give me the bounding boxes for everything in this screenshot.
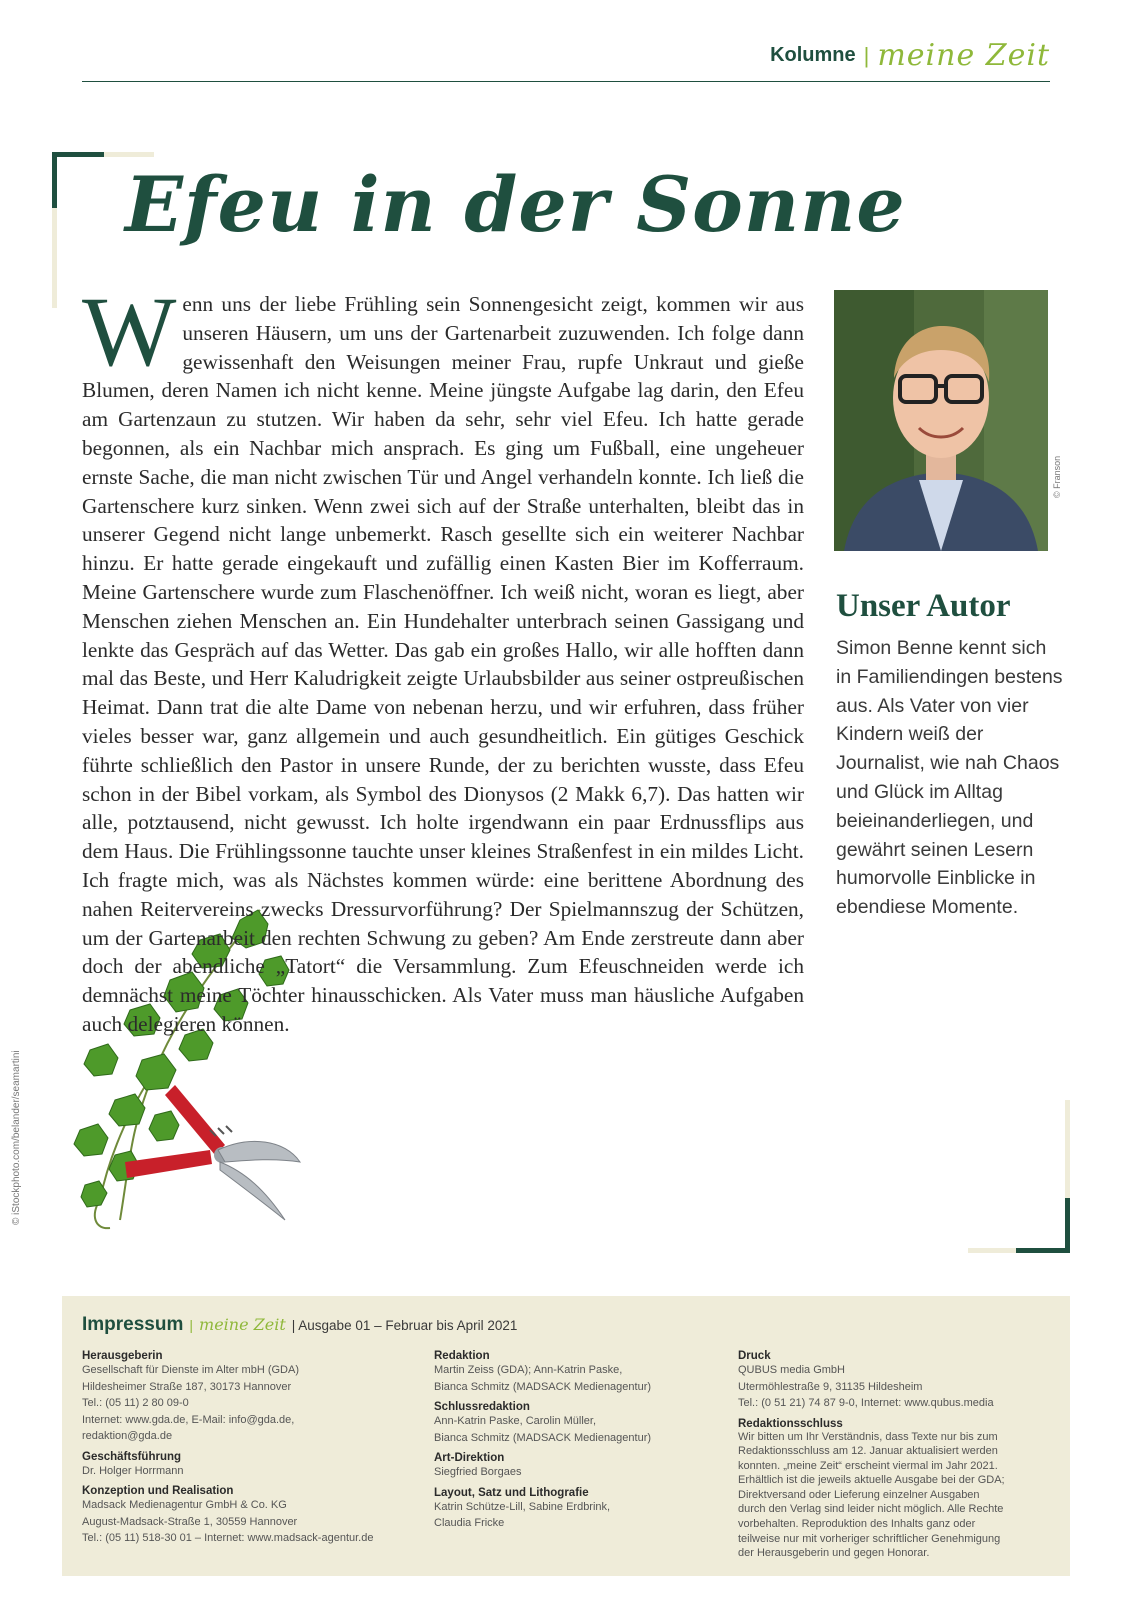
impressum-line: Erhältlich ist die jeweils aktuelle Ausgabe bei der GDA; bbox=[738, 1474, 1005, 1487]
impressum-heading: Geschäftsführung bbox=[82, 1450, 182, 1463]
impressum-line: konnten. „meine Zeit“ erscheint viermal im Jahr 2021. bbox=[738, 1459, 998, 1472]
impressum-line: durch den Verlag sind leider nicht möglich. Alle Rechte bbox=[738, 1503, 1004, 1516]
impressum-line: Claudia Fricke bbox=[434, 1517, 505, 1529]
impressum-column-2 bbox=[434, 1344, 724, 1532]
impressum-line: Ann-Katrin Paske, Carolin Müller, bbox=[434, 1415, 597, 1427]
impressum-column-3 bbox=[738, 1344, 1058, 1561]
impressum-line: Tel.: (0 51 21) 74 87 9-0, Internet: www.qubus.media bbox=[738, 1397, 994, 1409]
article-title: Efeu in der Sonne bbox=[125, 160, 906, 249]
frame-accent-bottom bbox=[968, 1248, 1016, 1253]
impressum-header bbox=[82, 1314, 1052, 1336]
impressum-line: Direktversand oder Lieferung einzelner Ausgaben bbox=[738, 1488, 980, 1501]
author-photo bbox=[834, 290, 1048, 551]
impressum-line: Dr. Holger Horrmann bbox=[82, 1464, 184, 1477]
frame-accent-right bbox=[1065, 1100, 1070, 1198]
impressum-heading: Schlussredaktion bbox=[434, 1401, 530, 1413]
frame-corner-bottom-right-vertical bbox=[1065, 1198, 1070, 1253]
impressum-line: redaktion@gda.de bbox=[82, 1430, 173, 1442]
frame-accent-left bbox=[52, 208, 57, 308]
magazine-logo: meine Zeit bbox=[877, 38, 1050, 73]
article-body bbox=[82, 276, 804, 1290]
impressum-line: Bianca Schmitz (MADSACK Medienagentur) bbox=[434, 1380, 652, 1393]
impressum-heading: Druck bbox=[738, 1350, 771, 1362]
drop-cap: W bbox=[82, 276, 177, 387]
impressum-line: Hildesheimer Straße 187, 30173 Hannover bbox=[82, 1380, 292, 1393]
impressum-line: Madsack Medienagentur GmbH & Co. KG bbox=[82, 1499, 287, 1511]
impressum-box bbox=[62, 1296, 1070, 1576]
impressum-heading: Redaktion bbox=[434, 1350, 490, 1362]
impressum-column-1 bbox=[82, 1344, 412, 1547]
author-heading: Unser Autor bbox=[836, 588, 1011, 624]
article-text: enn uns der liebe Frühling sein Sonnengesicht zeigt, kommen wir aus unseren Häusern, um uns der Gartenarbeit zuzuwenden. Ich folge dann gewissenhaft den Weisungen meiner Frau, rupfe Unkraut und gieße Blumen, deren Namen ich nicht kenne. Meine jüngste Aufgabe lag darin, den Efeu am Gartenzaun zu stutzen. Wir haben da sehr, sehr viel Efeu. Ich hatte gerade begonnen, als ein Nachbar mich ansprach. Es ging um Fußball, eine ungeheuer ernste Sache, die man nicht zwischen Tür und Angel verhandeln konnte. Ich ließ die Gartenschere kurz sinken. Wenn zwei sich auf der Straße unterhalten, bleibt das in unserer Gegend nicht lange unbemerkt. Rasch gesellte sich ein weiterer Nachbar hinzu. Er hatte gerade eingekauft und zufällig einen Kasten Bier im Kofferraum. Meine Gartenschere wurde zum Flaschenöffner. Ich weiß nicht, woran es liegt, aber Menschen ziehen Menschen an. Ein Hundehalter unterbrach seinen Gassigang und lenkte das Gespräch auf das Wetter. Das gab ein großes Hallo, wir alle hofften dann mal das Beste, und Herr Kaludrigkeit zeigte Urlaubsbilder aus seiner ostpreußischen Heimat. Dann trat die alte Dame von nebenan herzu, und wir erfuhren, dass früher vieles besser war, ganz allgemein und auch gesundheitlich. Ein gütiges Geschick führte schließlich den Pastor in unsere Runde, der zu berichten wusste, dass Efeu schon in der Bibel vorkam, als Symbol des Dionysos (2 Makk 6,7). Das hatten wir alle, potztausend, nicht gewusst. Ich holte irgendwann ein paar Erdnussflips aus dem Haus. Die Frühlingssonne tauchte unser kleines Straßenfest in ein mildes Licht. Ich fragte mich, was als Nächstes kommen würde: eine berittene Abordnung des nahen Reitervereins zwecks Dressurvorführung? Der Spielmannszug der Schützen, um der Gartenarbeit den rechten Schwung zu geben? Am Ende zerstreute dann aber doch der abendliche „Tatort“ die Versammlung. Zum Efeuschneiden werde ich demnächst meine Töchter hinausschicken. Als Vater muss man häusliche Aufgaben auch delegieren können. bbox=[82, 292, 804, 1036]
impressum-line: vorbehalten. Reproduktion des Inhalts ganz oder bbox=[738, 1518, 976, 1531]
impressum-line: Redaktionsschluss am 12. Januar aktualisiert werden bbox=[738, 1445, 998, 1458]
impressum-line: Katrin Schütze-Lill, Sabine Erdbrink, bbox=[434, 1500, 611, 1513]
impressum-heading: Herausgeberin bbox=[82, 1350, 163, 1362]
author-bio: Simon Benne kennt sich in Familiendingen bestens aus. Als Vater von vier Kindern weiß der Journalist, wie nah Chaos und Glück im Alltag beieinanderliegen, und gewährt seinen Lesern humorvolle Einblicke in ebendiese Momente. bbox=[836, 637, 1063, 919]
frame-corner-top-left-vertical bbox=[52, 152, 57, 208]
impressum-line: Utermöhlestraße 9, 31135 Hildesheim bbox=[738, 1380, 923, 1393]
impressum-line: Gesellschaft für Dienste im Alter mbH (GDA) bbox=[82, 1364, 300, 1376]
photo-credit: © Franson bbox=[1052, 455, 1062, 498]
impressum-line: August-Madsack-Straße 1, 30559 Hannover bbox=[82, 1515, 298, 1528]
impressum-line: QUBUS media GmbH bbox=[738, 1364, 845, 1376]
impressum-line: Siegfried Borgaes bbox=[434, 1466, 522, 1478]
section-label: Kolumne bbox=[770, 44, 856, 66]
page-header bbox=[82, 30, 1050, 82]
impressum-line: teilweise nur mit vorheriger schriftlicher Genehmigung bbox=[738, 1532, 1001, 1545]
frame-corner-bottom-right bbox=[1016, 1248, 1070, 1253]
frame-accent-top bbox=[104, 152, 154, 157]
impressum-line: Martin Zeiss (GDA); Ann-Katrin Paske, bbox=[434, 1364, 623, 1376]
impressum-title: Impressum bbox=[82, 1314, 184, 1335]
impressum-heading: Redaktionsschluss bbox=[738, 1417, 843, 1430]
impressum-line: Bianca Schmitz (MADSACK Medienagentur) bbox=[434, 1431, 652, 1444]
impressum-line: Internet: www.gda.de, E-Mail: info@gda.de, bbox=[82, 1413, 295, 1426]
impressum-line: der Herausgeberin und gegen Honorar. bbox=[738, 1547, 930, 1560]
header-brand-group bbox=[770, 38, 1050, 73]
impressum-heading: Layout, Satz und Lithografie bbox=[434, 1486, 589, 1499]
impressum-line: Tel.: (05 11) 2 80 09-0 bbox=[82, 1397, 189, 1409]
illustration-credit: © iStockphoto.com/belander/seamartini bbox=[11, 1050, 22, 1225]
impressum-issue: | Ausgabe 01 – Februar bis April 2021 bbox=[291, 1318, 518, 1333]
impressum-heading: Art-Direktion bbox=[434, 1452, 505, 1464]
impressum-heading: Konzeption und Realisation bbox=[82, 1485, 234, 1497]
header-separator: | bbox=[863, 42, 870, 68]
impressum-line: Tel.: (05 11) 518-30 01 – Internet: www.madsack-agentur.de bbox=[82, 1532, 374, 1544]
impressum-brand: meine Zeit bbox=[199, 1315, 286, 1334]
impressum-line: Wir bitten um Ihr Verständnis, dass Texte nur bis zum bbox=[738, 1430, 998, 1443]
impressum-separator: | bbox=[189, 1317, 194, 1333]
frame-corner-top-left bbox=[52, 152, 104, 157]
